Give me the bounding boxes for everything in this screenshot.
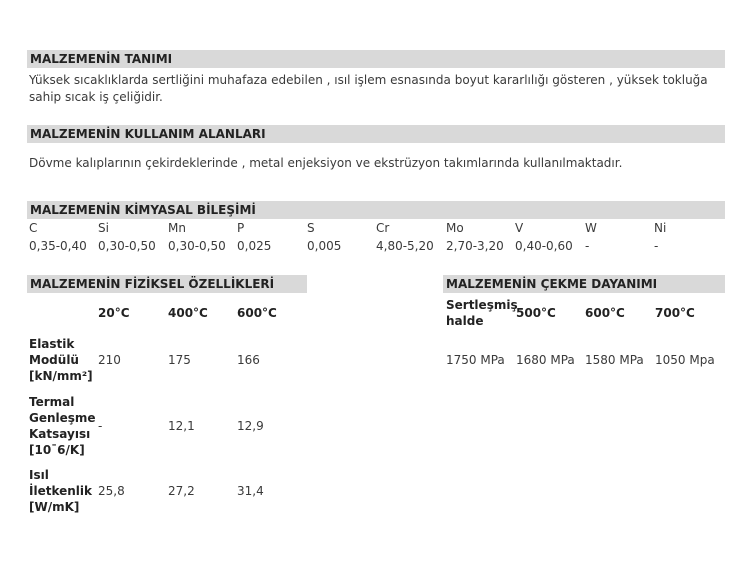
temp-header: 600°C bbox=[585, 306, 625, 320]
row-label: [10¯6/K] bbox=[29, 443, 85, 457]
element-symbol: Mn bbox=[168, 221, 186, 235]
hardened-label: halde bbox=[446, 314, 484, 328]
row-value: 27,2 bbox=[168, 484, 195, 498]
row-value: 25,8 bbox=[98, 484, 125, 498]
row-value: 12,1 bbox=[168, 419, 195, 433]
temp-header: 20°C bbox=[98, 306, 130, 320]
hardened-label: Sertleşmiş bbox=[446, 298, 518, 312]
row-label: Isıl bbox=[29, 468, 49, 482]
element-value: - bbox=[654, 239, 659, 253]
tensile-value: 1580 MPa bbox=[585, 353, 644, 367]
row-label: Elastik bbox=[29, 337, 75, 351]
temp-header: 500°C bbox=[516, 306, 556, 320]
row-label: Genleşme bbox=[29, 411, 96, 425]
temp-header: 400°C bbox=[168, 306, 208, 320]
element-symbol: Ni bbox=[654, 221, 667, 235]
row-value: 31,4 bbox=[237, 484, 264, 498]
row-value: 166 bbox=[237, 353, 260, 367]
section-heading-kimyasal: MALZEMENİN KİMYASAL BİLEŞİMİ bbox=[27, 201, 725, 219]
tanim-text-line1: Yüksek sıcaklıklarda sertliğini muhafaza edebilen , ısıl işlem esnasında boyut kararlılığı gösteren , yüksek tokluğa bbox=[29, 73, 708, 87]
tensile-value: 1680 MPa bbox=[516, 353, 575, 367]
row-label: Modülü bbox=[29, 353, 79, 367]
element-value: 0,005 bbox=[307, 239, 342, 253]
temp-header: 600°C bbox=[237, 306, 277, 320]
element-value: 0,30-0,50 bbox=[168, 239, 226, 253]
row-value: 12,9 bbox=[237, 419, 264, 433]
element-value: 0,35-0,40 bbox=[29, 239, 87, 253]
row-label: İletkenlik bbox=[29, 484, 92, 498]
row-label: [W/mK] bbox=[29, 500, 80, 514]
section-heading-cekme: MALZEMENİN ÇEKME DAYANIMI bbox=[443, 275, 725, 293]
tanim-text-line2: sahip sıcak iş çeliğidir. bbox=[29, 90, 163, 104]
row-value: 210 bbox=[98, 353, 121, 367]
row-label: Katsayısı bbox=[29, 427, 91, 441]
section-heading-fiziksel: MALZEMENİN FİZİKSEL ÖZELLİKLERİ bbox=[27, 275, 307, 293]
element-symbol: W bbox=[585, 221, 597, 235]
element-symbol: Si bbox=[98, 221, 109, 235]
element-symbol: Mo bbox=[446, 221, 464, 235]
section-heading-tanim: MALZEMENİN TANIMI bbox=[27, 50, 725, 68]
element-symbol: V bbox=[515, 221, 524, 235]
kullanim-text: Dövme kalıplarının çekirdeklerinde , metal enjeksiyon ve ekstrüzyon takımlarında kullanılmaktadır. bbox=[29, 156, 623, 170]
element-value: 0,40-0,60 bbox=[515, 239, 573, 253]
row-label: [kN/mm²] bbox=[29, 369, 93, 383]
section-heading-kullanim: MALZEMENİN KULLANIM ALANLARI bbox=[27, 125, 725, 143]
temp-header: 700°C bbox=[655, 306, 695, 320]
element-symbol: P bbox=[237, 221, 245, 235]
tensile-value: 1050 Mpa bbox=[655, 353, 715, 367]
element-value: 2,70-3,20 bbox=[446, 239, 504, 253]
element-value: - bbox=[585, 239, 590, 253]
element-symbol: Cr bbox=[376, 221, 390, 235]
element-value: 0,025 bbox=[237, 239, 272, 253]
element-value: 0,30-0,50 bbox=[98, 239, 156, 253]
row-label: Termal bbox=[29, 395, 75, 409]
element-value: 4,80-5,20 bbox=[376, 239, 434, 253]
row-value: - bbox=[98, 419, 103, 433]
row-value: 175 bbox=[168, 353, 191, 367]
element-symbol: S bbox=[307, 221, 315, 235]
element-symbol: C bbox=[29, 221, 38, 235]
tensile-value: 1750 MPa bbox=[446, 353, 505, 367]
